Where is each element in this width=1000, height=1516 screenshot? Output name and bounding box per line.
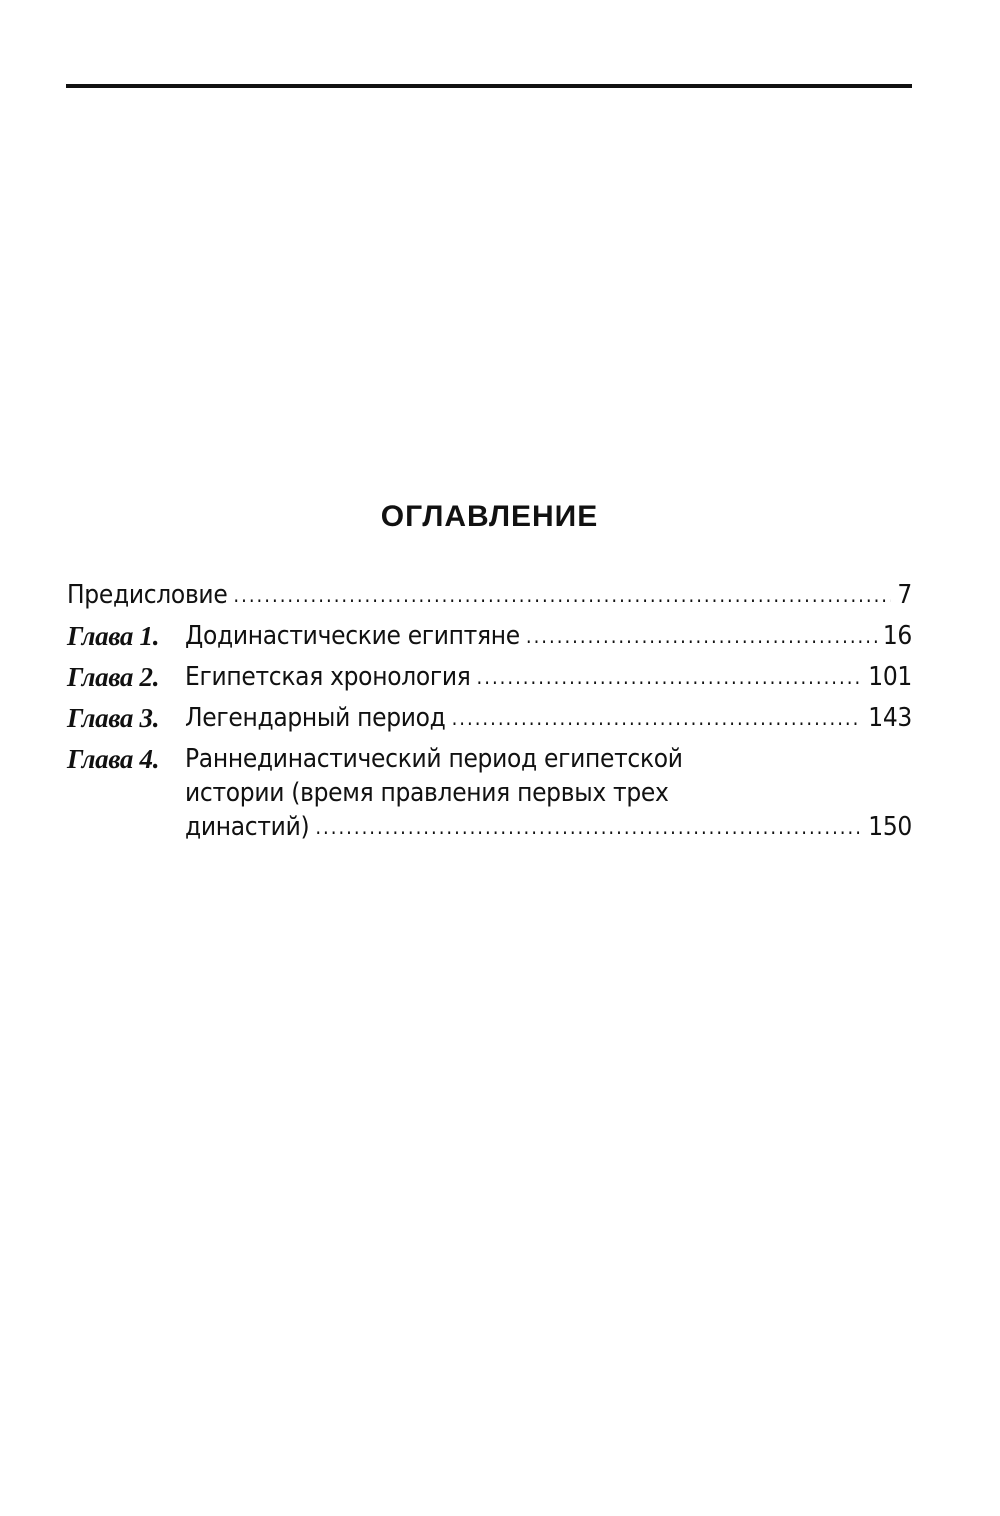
toc-entry-chapter-4[interactable] <box>67 742 912 844</box>
toc-entry-title: Легендарный период <box>185 703 446 733</box>
toc-entry-body <box>185 701 912 735</box>
toc-entry-page: 16 <box>882 621 912 651</box>
toc-entries <box>67 578 912 844</box>
toc-entry-title-line: Раннединастический период египетской <box>185 744 683 774</box>
toc-entry-body <box>67 578 912 612</box>
toc-entry-chapter-2[interactable] <box>67 660 912 694</box>
toc-entry-page: 101 <box>868 662 912 692</box>
dot-leader <box>315 810 862 844</box>
toc-entry-chapter-label: Глава 4. <box>67 744 160 774</box>
toc-entry-chapter-3[interactable] <box>67 701 912 735</box>
toc-entry-title-line: истории (время правления первых трех <box>185 778 669 808</box>
toc-entry-last-line <box>185 810 912 844</box>
toc-entry-body <box>185 660 912 694</box>
dot-leader <box>477 660 863 694</box>
toc-entry-chapter-label: Глава 3. <box>67 703 160 733</box>
toc-entry-page: 150 <box>868 812 912 842</box>
table-of-contents <box>67 500 912 851</box>
toc-entry-page: 7 <box>897 580 912 610</box>
toc-entry-preface[interactable] <box>67 578 912 612</box>
toc-entry-body <box>185 619 912 653</box>
toc-title: ОГЛАВЛЕНИЕ <box>380 500 599 533</box>
toc-entry-chapter-label: Глава 2. <box>67 662 160 692</box>
toc-entry-body <box>185 742 912 844</box>
toc-entry-title: Предисловие <box>67 580 228 610</box>
toc-entry-chapter-1[interactable] <box>67 619 912 653</box>
top-rule <box>66 84 912 88</box>
toc-entry-title: Додинастические египтяне <box>185 621 520 651</box>
toc-entry-page: 143 <box>868 703 912 733</box>
dot-leader <box>452 701 863 735</box>
toc-entry-title-line: династий) <box>185 812 310 842</box>
dot-leader <box>233 578 891 612</box>
dot-leader <box>526 619 877 653</box>
toc-entry-title: Египетская хронология <box>185 662 471 692</box>
toc-entry-chapter-label: Глава 1. <box>67 621 160 651</box>
